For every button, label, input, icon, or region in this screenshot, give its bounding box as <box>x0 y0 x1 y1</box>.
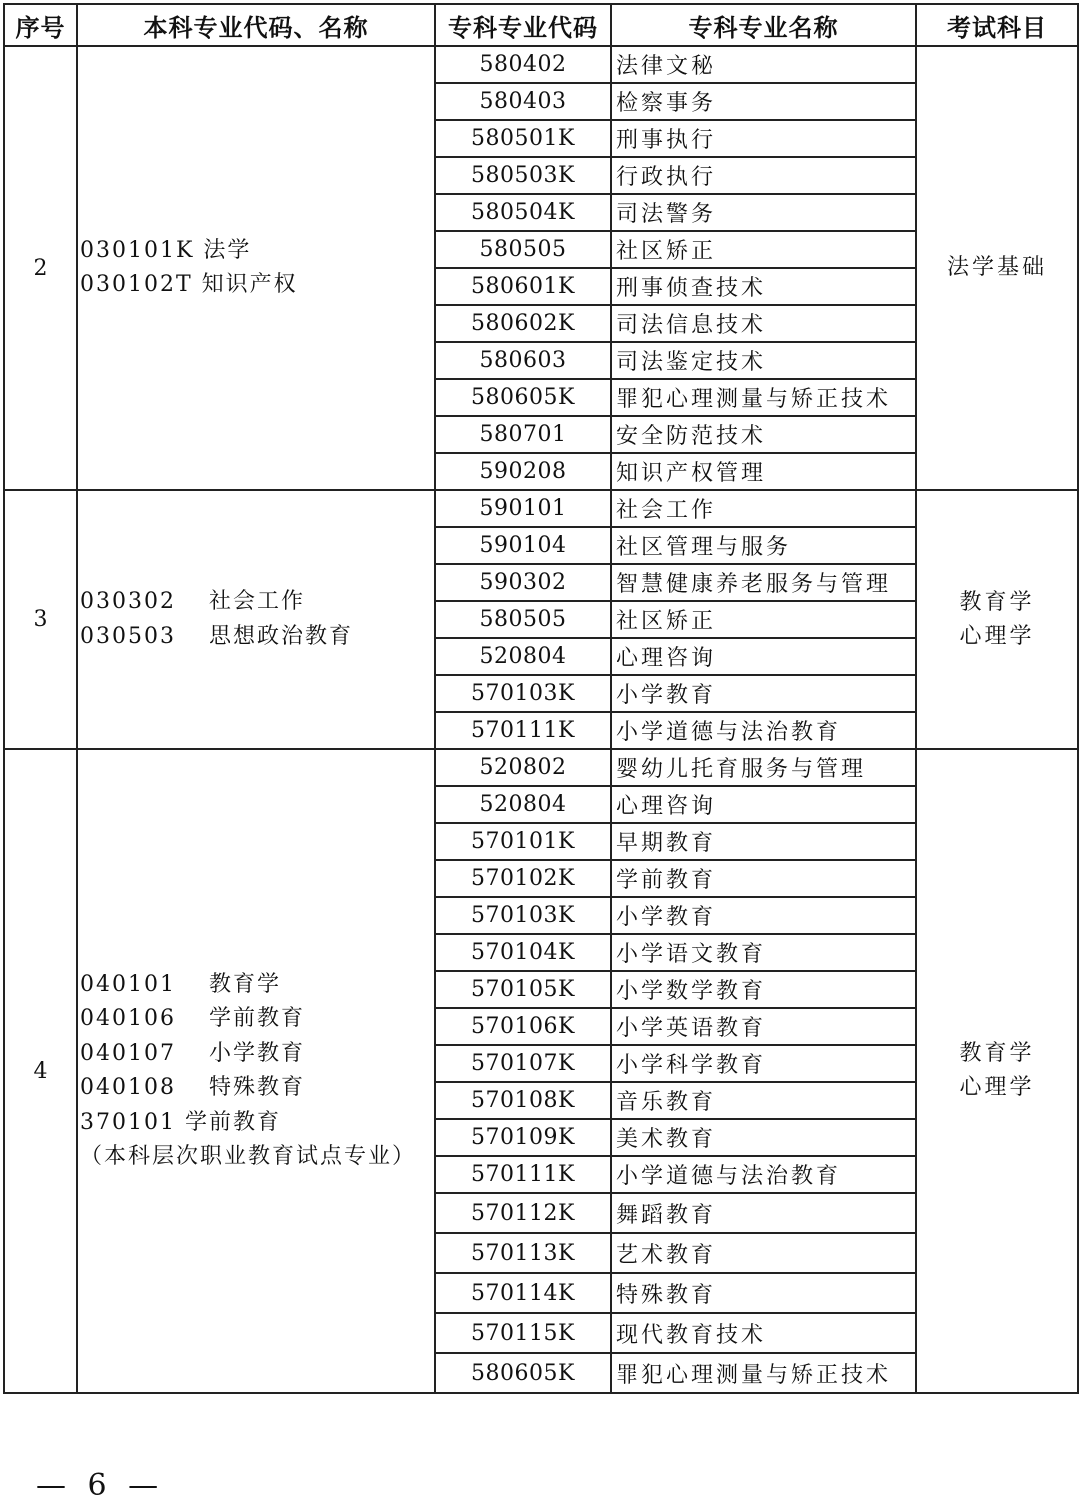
major-code: 580403 <box>435 83 611 120</box>
group-seq: 4 <box>4 749 77 1393</box>
major-name: 婴幼儿托育服务与管理 <box>611 749 916 786</box>
major-name: 罪犯心理测量与矫正技术 <box>611 1353 916 1393</box>
major-code: 570101K <box>435 823 611 860</box>
major-name: 行政执行 <box>611 157 916 194</box>
major-code: 590104 <box>435 527 611 564</box>
table-row <box>4 749 1078 786</box>
header-seq: 序号 <box>4 4 77 46</box>
major-code: 580402 <box>435 46 611 83</box>
major-name: 小学英语教育 <box>611 1008 916 1045</box>
major-name: 社区矫正 <box>611 601 916 638</box>
major-code: 570111K <box>435 1156 611 1193</box>
major-name: 小学科学教育 <box>611 1045 916 1082</box>
major-code: 570109K <box>435 1119 611 1156</box>
major-code: 570111K <box>435 712 611 749</box>
major-name: 社会工作 <box>611 490 916 527</box>
major-name: 检察事务 <box>611 83 916 120</box>
major-name: 智慧健康养老服务与管理 <box>611 564 916 601</box>
major-code: 580501K <box>435 120 611 157</box>
major-line: 040108 特殊教育 <box>80 1075 305 1100</box>
major-code: 570102K <box>435 860 611 897</box>
major-code: 580603 <box>435 342 611 379</box>
major-name: 特殊教育 <box>611 1273 916 1313</box>
major-code: 570103K <box>435 897 611 934</box>
major-line: 030102T 知识产权 <box>80 272 298 297</box>
group-majors <box>77 46 435 490</box>
major-name: 小学教育 <box>611 897 916 934</box>
major-name: 心理咨询 <box>611 786 916 823</box>
major-code: 570107K <box>435 1045 611 1082</box>
major-line: 030101K 法学 <box>80 237 252 263</box>
major-name: 舞蹈教育 <box>611 1193 916 1233</box>
page-number: — 6 — <box>36 1468 165 1503</box>
major-line: 030503 思想政治教育 <box>80 623 353 649</box>
major-code: 570112K <box>435 1193 611 1233</box>
major-name: 安全防范技术 <box>611 416 916 453</box>
major-code: 590302 <box>435 564 611 601</box>
exam-subject: 心理学 <box>959 623 1035 649</box>
major-code: 590101 <box>435 490 611 527</box>
major-name: 社区矫正 <box>611 231 916 268</box>
major-name: 罪犯心理测量与矫正技术 <box>611 379 916 416</box>
major-code: 580605K <box>435 379 611 416</box>
major-name: 音乐教育 <box>611 1082 916 1119</box>
major-line: 040101 教育学 <box>80 971 281 997</box>
major-name: 学前教育 <box>611 860 916 897</box>
major-name: 心理咨询 <box>611 638 916 675</box>
major-code: 570114K <box>435 1273 611 1313</box>
major-name: 小学数学教育 <box>611 971 916 1008</box>
group-exam <box>916 749 1078 1393</box>
major-code: 580605K <box>435 1353 611 1393</box>
major-code: 580601K <box>435 268 611 305</box>
table-row <box>4 46 1078 83</box>
major-code: 570105K <box>435 971 611 1008</box>
major-code: 570103K <box>435 675 611 712</box>
major-name: 小学教育 <box>611 675 916 712</box>
major-code: 580602K <box>435 305 611 342</box>
major-code: 520802 <box>435 749 611 786</box>
document-sheet <box>3 3 1077 1394</box>
table-body <box>4 46 1078 1393</box>
exam-subject: 教育学 <box>959 589 1035 615</box>
major-name: 社区管理与服务 <box>611 527 916 564</box>
exam-subject: 法学基础 <box>946 255 1047 280</box>
major-name: 刑事执行 <box>611 120 916 157</box>
major-code: 570106K <box>435 1008 611 1045</box>
header-exam: 考试科目 <box>916 4 1078 46</box>
major-code: 580504K <box>435 194 611 231</box>
major-code: 580505 <box>435 601 611 638</box>
major-code: 570108K <box>435 1082 611 1119</box>
major-line: 030302 社会工作 <box>80 589 305 614</box>
header-code: 专科专业代码 <box>435 4 611 46</box>
major-code: 520804 <box>435 638 611 675</box>
major-name: 知识产权管理 <box>611 453 916 490</box>
exam-subject: 教育学 <box>959 1041 1035 1066</box>
header-name: 专科专业名称 <box>611 4 916 46</box>
group-majors <box>77 490 435 749</box>
major-name: 司法信息技术 <box>611 305 916 342</box>
major-code: 520804 <box>435 786 611 823</box>
major-name: 刑事侦查技术 <box>611 268 916 305</box>
major-code: 580505 <box>435 231 611 268</box>
group-seq: 2 <box>4 46 77 490</box>
major-line: 040106 学前教育 <box>80 1006 305 1031</box>
major-name: 小学道德与法治教育 <box>611 1156 916 1193</box>
major-name: 现代教育技术 <box>611 1313 916 1353</box>
header-row <box>4 4 1078 46</box>
major-code: 590208 <box>435 453 611 490</box>
major-name: 小学语文教育 <box>611 934 916 971</box>
major-table <box>3 3 1079 1394</box>
major-name: 法律文秘 <box>611 46 916 83</box>
header-major: 本科专业代码、名称 <box>77 4 435 46</box>
major-line: 040107 小学教育 <box>80 1040 305 1066</box>
group-majors <box>77 749 435 1393</box>
major-name: 美术教育 <box>611 1119 916 1156</box>
major-name: 艺术教育 <box>611 1233 916 1273</box>
major-name: 司法警务 <box>611 194 916 231</box>
major-code: 570104K <box>435 934 611 971</box>
major-line: 370101 学前教育 <box>80 1109 281 1135</box>
group-exam <box>916 46 1078 490</box>
major-code: 570113K <box>435 1233 611 1273</box>
major-name: 司法鉴定技术 <box>611 342 916 379</box>
exam-subject: 心理学 <box>959 1075 1035 1100</box>
major-line: （本科层次职业教育试点专业） <box>80 1144 417 1169</box>
major-code: 580503K <box>435 157 611 194</box>
group-seq: 3 <box>4 490 77 749</box>
group-exam <box>916 490 1078 749</box>
table-row <box>4 490 1078 527</box>
major-code: 570115K <box>435 1313 611 1353</box>
major-name: 早期教育 <box>611 823 916 860</box>
major-name: 小学道德与法治教育 <box>611 712 916 749</box>
major-code: 580701 <box>435 416 611 453</box>
